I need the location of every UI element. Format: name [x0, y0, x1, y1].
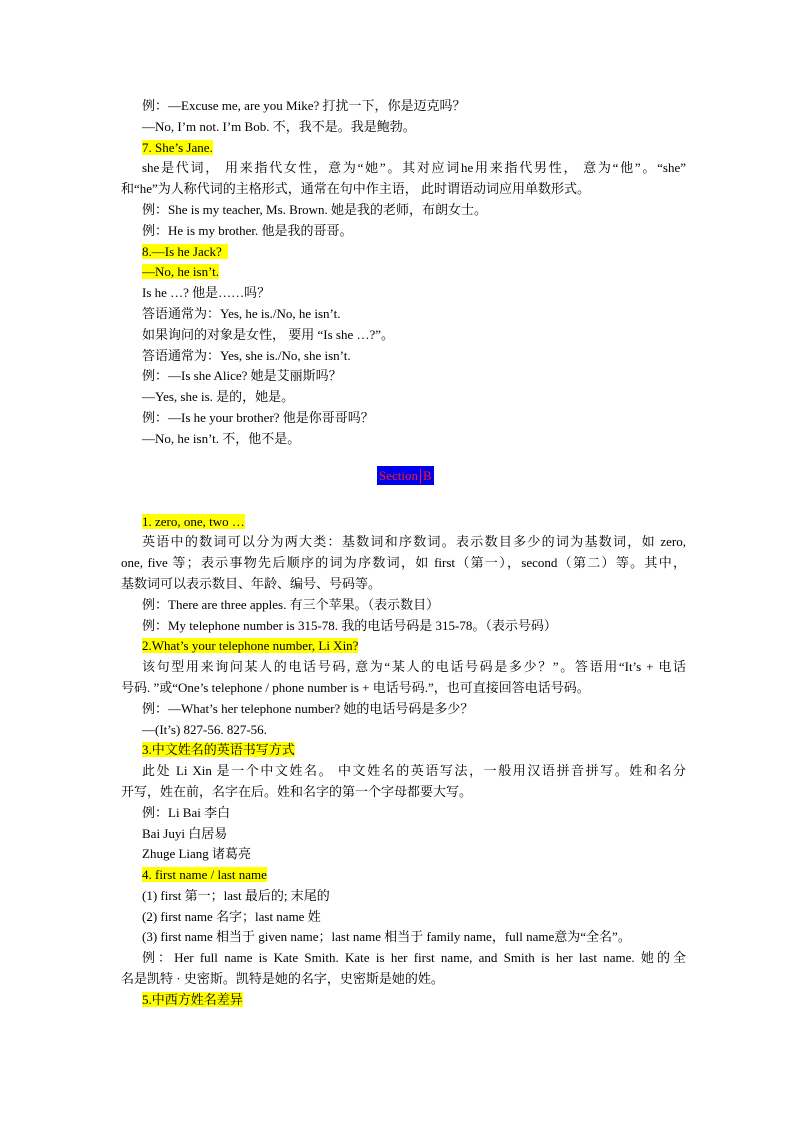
heading-1-text: 1. zero, one, two …	[142, 513, 245, 529]
example-line: 例：—Is he your brother? 他是你哥哥吗？	[142, 409, 374, 425]
example-line: 例：She is my teacher, Ms. Brown. 她是我的老师，布朗女士。	[142, 201, 488, 217]
paragraph-line: Is he …? 他是……吗？	[142, 285, 271, 301]
heading-7	[121, 138, 686, 159]
example-line: 例：My telephone number is 315-78. 我的电话号码是 315-78。（表示号码）	[142, 617, 557, 633]
section-word: Section	[379, 467, 418, 483]
paragraph-line: (1) first 第一；last 最后的; 末尾的	[142, 887, 330, 903]
heading-5	[121, 990, 686, 1011]
example-line: 例：There are three apples. 有三个苹果。（表示数目）	[142, 596, 440, 612]
example-line: 例：—Is she Alice? 她是艾丽斯吗？	[142, 368, 342, 384]
paragraph-line: 此处 Li Xin 是一个中文姓名。 中文姓名的英语写法，一般用汉语拼音拼写。姓和名分	[142, 763, 686, 779]
paragraph-line: 英语中的数词可以分为两大类：基数词和序数词。表示数目多少的词为基数词，如 zero,	[142, 534, 686, 550]
example-line: Zhuge Liang 诸葛亮	[142, 846, 252, 862]
paragraph-line: (2) first name 名字；last name 姓	[142, 908, 321, 924]
example-line: —No, he isn’t. 不，他不是。	[142, 430, 301, 446]
paragraph-line: 开写，姓在前，名字在后。姓和名字的第一个字母都要大写。	[121, 783, 473, 799]
document-content	[121, 96, 686, 1011]
heading-8-text-b: —No, he isn’t.	[142, 264, 220, 280]
heading-2-text: 2.What’s your telephone number, Li Xin?	[142, 638, 359, 654]
heading-4	[121, 865, 686, 886]
heading-4-text: 4. first name / last name	[142, 867, 267, 883]
heading-5-text: 5.中西方姓名差异	[142, 991, 243, 1007]
paragraph-line: one, five 等；表示事物先后顺序的词为序数词，如 first（第一），second（第二）等。其中，	[121, 555, 686, 571]
example-line: 名是凯特 · 史密斯。凯特是她的名字，史密斯是她的姓。	[121, 971, 444, 987]
example-line: 例：Li Bai 李白	[142, 804, 231, 820]
paragraph-line: she是代词， 用来指代女性，意为“她”。其对应词he用来指代男性， 意为“他”。“she”	[142, 160, 686, 176]
example-line: —No, I’m not. I’m Bob. 不，我不是。我是鲍勃。	[142, 118, 416, 134]
heading-8-text-a: 8.—Is he Jack?	[142, 243, 222, 259]
paragraph-line: 该句型用来询问某人的电话号码, 意为“某人的电话号码是多少？”。答语用“It’s + 电话	[142, 659, 686, 675]
section-heading-row	[121, 458, 686, 496]
example-line: 例：—What’s her telephone number? 她的电话号码是多少？	[142, 700, 474, 716]
example-line: Bai Juyi 白居易	[142, 825, 228, 841]
paragraph-line: 和“he”为人称代词的主格形式，通常在句中作主语， 此时谓语动词应用单数形式。	[121, 181, 591, 197]
paragraph-line: 基数词可以表示数目、年龄、编号、号码等。	[121, 575, 382, 591]
section-divider	[420, 469, 421, 484]
paragraph-line: 如果询问的对象是女性， 要用 “Is she …?”。	[142, 326, 395, 342]
heading-3-text: 3.中文姓名的英语书写方式	[142, 742, 295, 758]
heading-3	[121, 740, 686, 761]
heading-7-text: 7. She’s Jane.	[142, 139, 213, 155]
paragraph-line: (3) first name 相当于 given name；last name 相当于 family name，full name意为“全名”。	[142, 929, 631, 945]
example-line: —Yes, she is. 是的，她是。	[142, 389, 295, 405]
example-line: 例：Her full name is Kate Smith. Kate is her first name, and Smith is her last name. 她的全	[142, 950, 686, 966]
paragraph-line: 答语通常为：Yes, he is./No, he isn’t.	[142, 305, 341, 321]
heading-8	[121, 242, 686, 263]
section-b-heading	[377, 466, 434, 485]
section-letter: B	[423, 467, 432, 483]
paragraph-line: 答语通常为：Yes, she is./No, she isn’t.	[142, 347, 351, 363]
example-line: 例：He is my brother. 他是我的哥哥。	[142, 222, 353, 238]
example-line: 例：—Excuse me, are you Mike? 打扰一下，你是迈克吗？	[142, 98, 466, 113]
heading-2	[121, 636, 686, 657]
example-line: —(It’s) 827-56. 827-56.	[142, 721, 267, 737]
heading-1	[121, 512, 686, 533]
paragraph-line: 号码. ”或“One’s telephone / phone number is + 电话号码.”，也可直接回答电话号码。	[121, 679, 590, 695]
heading-8b	[121, 262, 686, 283]
